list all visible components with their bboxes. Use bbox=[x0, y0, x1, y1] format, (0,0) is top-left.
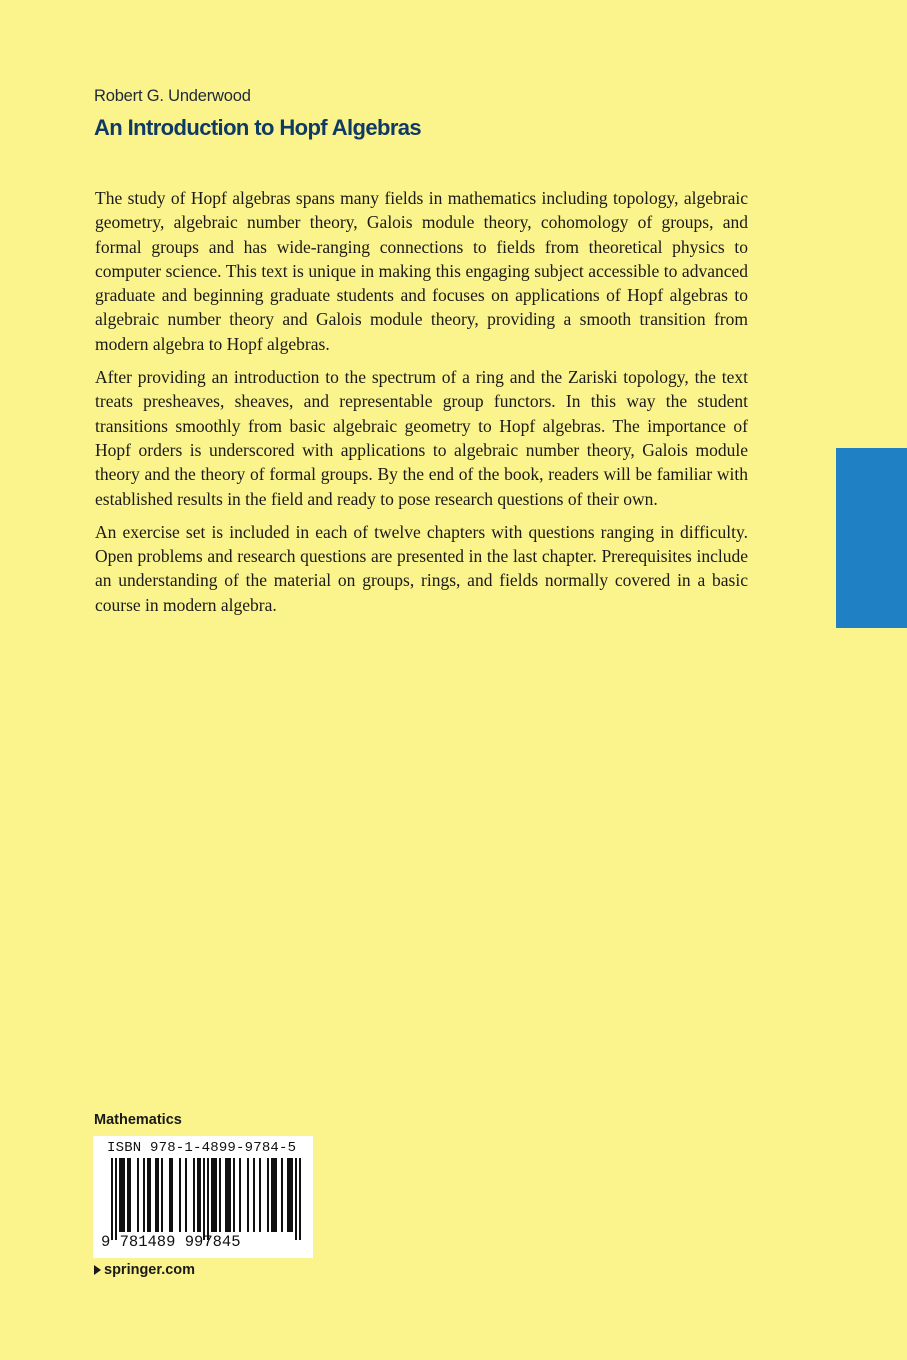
barcode-bar bbox=[197, 1158, 201, 1232]
ean-digits: 9 781489 997845 bbox=[101, 1233, 241, 1251]
barcode-bar bbox=[111, 1158, 113, 1240]
barcode-bar bbox=[239, 1158, 241, 1232]
barcode-bar bbox=[259, 1158, 261, 1232]
barcode-bar bbox=[287, 1158, 293, 1232]
barcode-bar bbox=[281, 1158, 283, 1232]
barcode-bar bbox=[147, 1158, 151, 1232]
author-name: Robert G. Underwood bbox=[94, 87, 251, 105]
barcode-bar bbox=[271, 1158, 277, 1232]
barcode-bar bbox=[295, 1158, 297, 1240]
isbn-label: ISBN 978-1-4899-9784-5 bbox=[107, 1140, 297, 1156]
barcode-bar bbox=[127, 1158, 131, 1232]
barcode-bar bbox=[143, 1158, 145, 1232]
blurb-paragraph: An exercise set is included in each of twelve chapters with questions ranging in difficulty. Open problems and research questions are presented in the last chapter. Prerequisites include an understanding of the material on groups, rings, and fields normally covered in a basic course in modern algebra. bbox=[95, 521, 748, 615]
barcode-bar bbox=[203, 1158, 205, 1240]
color-side-tab bbox=[836, 448, 907, 628]
barcode-bar bbox=[185, 1158, 187, 1232]
subject-label: Mathematics bbox=[94, 1112, 182, 1128]
barcode-bar bbox=[299, 1158, 301, 1240]
blurb-paragraph: The study of Hopf algebras spans many fields in mathematics including topology, algebraic geometry, algebraic number theory, Galois module theory, cohomology of groups, and formal groups and has wide-ranging connections to fields from theoretical physics to computer science. This text is unique in making this engaging subject accessible to advanced graduate and beginning graduate students and focuses on applications of Hopf algebras to algebraic number theory and Galois module theory, providing a smooth transition from modern algebra to Hopf algebras. bbox=[95, 188, 748, 354]
barcode-bar bbox=[115, 1158, 117, 1240]
barcode-bar bbox=[119, 1158, 125, 1232]
barcode-bar bbox=[155, 1158, 159, 1232]
barcode-bar bbox=[225, 1158, 231, 1232]
website-link[interactable] bbox=[94, 1262, 195, 1278]
arrow-right-icon bbox=[94, 1265, 101, 1275]
website-label: springer.com bbox=[104, 1262, 196, 1278]
barcode-bar bbox=[247, 1158, 249, 1232]
barcode-bar bbox=[137, 1158, 139, 1232]
barcode-bar bbox=[233, 1158, 235, 1232]
barcode-bar bbox=[193, 1158, 195, 1232]
barcode-bar bbox=[161, 1158, 163, 1232]
blurb bbox=[95, 186, 748, 626]
barcode-bar bbox=[211, 1158, 217, 1232]
blurb-paragraph: After providing an introduction to the spectrum of a ring and the Zariski topology, the text treats presheaves, sheaves, and representable group functors. In this way the student transitions smoothly from basic algebraic geometry to Hopf algebras. The importance of Hopf orders is underscored with applications to algebraic number theory, Galois module theory and the theory of formal groups. By the end of the book, readers will be familiar with established results in the field and ready to pose research questions of their own. bbox=[95, 367, 748, 509]
barcode-box bbox=[93, 1136, 313, 1258]
barcode-bar bbox=[253, 1158, 255, 1232]
barcode-bar bbox=[219, 1158, 221, 1232]
book-title: An Introduction to Hopf Algebras bbox=[94, 115, 422, 140]
barcode-bar bbox=[179, 1158, 181, 1232]
barcode-bar bbox=[267, 1158, 269, 1232]
barcode-bar bbox=[169, 1158, 173, 1232]
barcode-bar bbox=[207, 1158, 209, 1240]
